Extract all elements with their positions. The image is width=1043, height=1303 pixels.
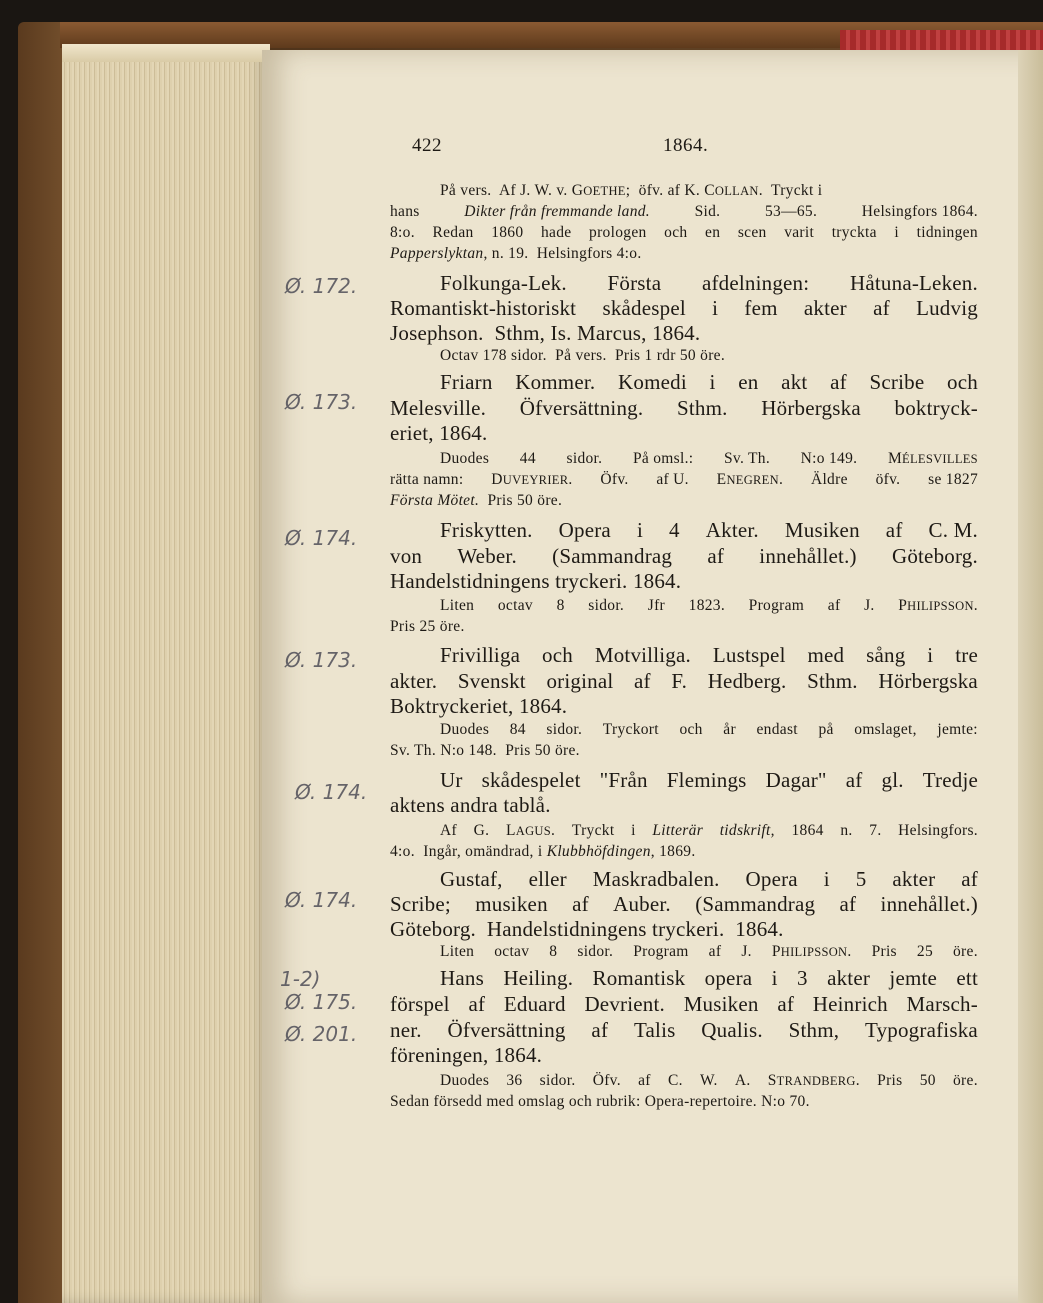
handwritten-margin-note-m6: Ø. 174. bbox=[285, 888, 358, 912]
text-line-l28: 4:o. Ingår, omändrad, i Klubbhöfdingen, 1869. bbox=[390, 843, 696, 860]
text-line-l24: Sv. Th. N:o 148. Pris 50 öre. bbox=[390, 742, 580, 759]
handwritten-margin-note-m4: Ø. 173. bbox=[285, 648, 358, 672]
text-line-l9: Friarn Kommer. Komedi i en akt af Scribe och bbox=[440, 370, 978, 394]
text-line-l32: Liten octav 8 sidor. Program af J. PHILIPSSON. Pris 25 öre. bbox=[440, 943, 978, 960]
handwritten-margin-note-m9: Ø. 201. bbox=[285, 1022, 358, 1046]
text-line-l31: Göteborg. Handelstidningens tryckeri. 1864. bbox=[390, 917, 784, 941]
handwritten-margin-note-m8: Ø. 175. bbox=[285, 990, 358, 1014]
text-line-l26: aktens andra tablå. bbox=[390, 793, 551, 817]
handwritten-margin-note-m2: Ø. 173. bbox=[285, 390, 358, 414]
text-line-l22: Boktryckeriet, 1864. bbox=[390, 694, 568, 718]
text-line-l35: ner. Öfversättning af Talis Qualis. Sthm, Typografiska bbox=[390, 1018, 978, 1042]
text-line-l7: Josephson. Sthm, Is. Marcus, 1864. bbox=[390, 321, 701, 345]
text-line-l16: von Weber. (Sammandrag af innehållet.) Göteborg. bbox=[390, 544, 978, 568]
text-line-l8: Octav 178 sidor. På vers. Pris 1 rdr 50 öre. bbox=[440, 347, 726, 364]
handwritten-margin-note-m7: 1-2) bbox=[280, 967, 321, 991]
text-line-l10: Melesville. Öfversättning. Sthm. Hörbergska boktryck- bbox=[390, 396, 978, 420]
text-line-l17: Handelstidningens tryckeri. 1864. bbox=[390, 569, 682, 593]
text-line-l11: eriet, 1864. bbox=[390, 421, 488, 445]
text-line-l23: Duodes 84 sidor. Tryckort och år endast på omslaget, jemte: bbox=[440, 721, 978, 738]
text-line-l4: Papperslyktan, n. 19. Helsingfors 4:o. bbox=[390, 245, 642, 262]
handwritten-margin-note-m3: Ø. 174. bbox=[285, 526, 358, 550]
text-line-l25: Ur skådespelet "Från Flemings Dagar" af gl. Tredje bbox=[440, 768, 978, 792]
text-line-l33: Hans Heiling. Romantisk opera i 3 akter jemte ett bbox=[440, 966, 978, 990]
handwritten-margin-note-m5: Ø. 174. bbox=[295, 780, 368, 804]
text-line-l6: Romantiskt-historiskt skådespel i fem akter af Ludvig bbox=[390, 296, 978, 320]
page-number: 422 bbox=[412, 135, 442, 156]
text-line-l38: Sedan försedd med omslag och rubrik: Opera-repertoire. N:o 70. bbox=[390, 1093, 810, 1110]
text-line-l19: Pris 25 öre. bbox=[390, 618, 465, 635]
text-line-l13: rätta namn: DUVEYRIER. Öfv. af U. ENEGREN. Äldre öfv. se 1827 bbox=[390, 471, 978, 488]
text-line-l37: Duodes 36 sidor. Öfv. af C. W. A. STRANDBERG. Pris 50 öre. bbox=[440, 1072, 978, 1089]
text-line-l12: Duodes 44 sidor. På omsl.: Sv. Th. N:o 149. MÉLESVILLES bbox=[440, 450, 978, 467]
text-line-l29: Gustaf, eller Maskradbalen. Opera i 5 akter af bbox=[440, 867, 978, 891]
text-line-l34: förspel af Eduard Devrient. Musiken af Heinrich Marsch- bbox=[390, 992, 978, 1016]
text-line-l2: hans Dikter från fremmande land. Sid. 53—65. Helsingfors 1864. bbox=[390, 203, 978, 220]
text-line-l21: akter. Svenskt original af F. Hedberg. Sthm. Hörbergska bbox=[390, 669, 978, 693]
text-line-l3: 8:o. Redan 1860 hade prologen och en scen varit tryckta i tidningen bbox=[390, 224, 978, 241]
page-year-heading: 1864. bbox=[663, 135, 709, 156]
text-line-l14: Första Mötet. Pris 50 öre. bbox=[390, 492, 563, 509]
text-line-l5: Folkunga-Lek. Första afdelningen: Håtuna-Leken. bbox=[440, 271, 978, 295]
text-line-l1: På vers. Af J. W. v. GOETHE; öfv. af K. COLLAN. Tryckt i bbox=[440, 182, 823, 199]
text-line-l18: Liten octav 8 sidor. Jfr 1823. Program af J. PHILIPSSON. bbox=[440, 597, 978, 614]
text-line-l20: Frivilliga och Motvilliga. Lustspel med sång i tre bbox=[440, 643, 978, 667]
text-line-l27: Af G. LAGUS. Tryckt i Litterär tidskrift, 1864 n. 7. Helsingfors. bbox=[440, 822, 978, 839]
handwritten-margin-note-m1: Ø. 172. bbox=[285, 274, 358, 298]
text-line-l36: föreningen, 1864. bbox=[390, 1043, 543, 1067]
text-line-l30: Scribe; musiken af Auber. (Sammandrag af innehållet.) bbox=[390, 892, 978, 916]
text-line-l15: Friskytten. Opera i 4 Akter. Musiken af C. M. bbox=[440, 518, 978, 542]
